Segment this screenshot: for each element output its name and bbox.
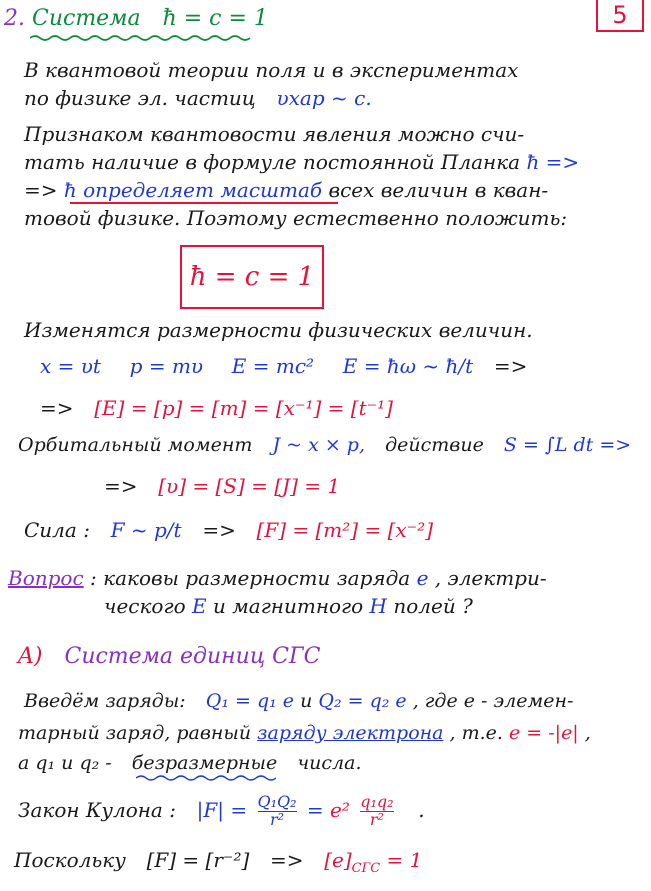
formula-p: p = mυ — [129, 354, 204, 378]
para-line-1: Признаком квантовости явления можно счи- — [24, 122, 525, 146]
electron-charge-text: заряду электрона — [257, 722, 444, 744]
charges-text: Введём заряды: — [24, 690, 186, 712]
orbital-text: Орбитальный момент — [18, 434, 253, 456]
question-label: Вопрос — [8, 566, 84, 590]
orbital-line — [18, 434, 631, 456]
implies-arrow: => — [104, 474, 138, 498]
heading-title: Система — [32, 6, 141, 31]
action-text: действие — [385, 434, 484, 456]
charges-text: и — [300, 690, 313, 712]
force-dims: [F] = [m²] = [x⁻²] — [256, 518, 434, 542]
dims-formulas — [40, 354, 527, 378]
force-magnitude: |F| = — [196, 797, 248, 822]
orbital-formula: J ~ x × p, — [272, 434, 365, 456]
charges-text: , т.е. — [449, 722, 503, 744]
coulomb-line — [18, 794, 425, 829]
section-a-title — [18, 644, 320, 669]
intro-text: по физике эл. частиц — [24, 86, 256, 110]
para-text: тать наличие в формуле постоянной Планка — [24, 150, 521, 174]
question-line-1 — [8, 566, 547, 590]
dims-result — [40, 396, 393, 420]
intro-line-1: В квантовой теории поля и в экспериментах — [24, 58, 519, 82]
charge-q2: Q₂ = q₂ e — [318, 690, 407, 712]
implies-arrow: => — [24, 178, 58, 202]
coulomb-label: Закон Кулона : — [18, 797, 176, 822]
fraction-denominator: r² — [369, 809, 384, 829]
e-squared: e² — [330, 797, 350, 822]
heading-number: 2. — [4, 6, 25, 31]
coulomb-fraction-1 — [258, 794, 297, 829]
question-text: ческого — [104, 594, 186, 618]
cgs-subscript: СГС — [351, 861, 381, 876]
dimensionless-result: [υ] = [S] = [J] = 1 — [158, 474, 341, 498]
charges-line-1 — [24, 690, 573, 712]
planck-defines-scale: ħ определяет масштаб — [63, 178, 323, 202]
heading-underline — [30, 34, 255, 42]
equals-sign: = — [306, 797, 324, 822]
charges-text: a q₁ и q₂ - — [18, 752, 112, 774]
period: . — [418, 797, 425, 822]
charges-text: числа. — [297, 752, 362, 774]
formula-e-omega: E = ħω ~ — [342, 354, 440, 378]
section-a-label: A) — [18, 644, 43, 669]
question-text: и магнитного — [212, 594, 364, 618]
force-dims-r: [F] = [r⁻²] — [146, 848, 250, 872]
equals-one: = 1 — [386, 848, 423, 872]
dims-title: Изменятся размерности физических величин. — [24, 318, 533, 342]
question-text: , электри- — [434, 566, 547, 590]
final-text: Поскольку — [14, 848, 126, 872]
formula-e-mass: E = mc² — [231, 354, 315, 378]
question-line-2 — [104, 594, 473, 618]
implies-arrow: => — [202, 518, 236, 542]
formula-h-over-t: ħ/t — [445, 354, 474, 378]
boxed-formula: ħ = c = 1 — [180, 245, 324, 309]
coulomb-fraction-2 — [360, 794, 393, 829]
intro-line-2 — [24, 86, 372, 110]
charges-text: , — [584, 722, 591, 744]
fraction-numerator: q₁q₂ — [360, 792, 394, 811]
charges-text: , где e - элемен- — [412, 690, 574, 712]
para-line-4: товой физике. Поэтому естественно положить: — [24, 206, 568, 230]
electron-charge-formula: e = -|e| — [509, 722, 579, 744]
heading-formula: ħ = c = 1 — [162, 6, 268, 31]
para-text: всех величин в кван- — [328, 178, 549, 202]
scale-underline — [70, 202, 338, 204]
force-line — [24, 518, 433, 542]
charges-line-2 — [18, 722, 591, 744]
fraction-denominator: r² — [270, 809, 285, 829]
final-line — [14, 848, 422, 876]
charge-dim: [e] — [324, 848, 352, 872]
formula-x: x = υt — [40, 354, 101, 378]
magnetic-field-symbol: H — [369, 594, 387, 618]
para-line-2 — [24, 150, 579, 174]
charges-text: тарный заряд, равный — [18, 722, 252, 744]
charges-line-3 — [18, 752, 362, 774]
dimensionless-underline — [136, 774, 276, 782]
implies-arrow: => — [493, 354, 528, 378]
planck-symbol: ħ => — [526, 150, 580, 174]
action-formula: S = ∫L dt => — [503, 434, 632, 456]
charge-symbol: e — [416, 566, 429, 590]
page-number: 5 — [596, 0, 644, 32]
implies-arrow: => — [269, 848, 304, 872]
heading — [4, 6, 268, 31]
dims-equality: [E] = [p] = [m] = [x⁻¹] = [t⁻¹] — [94, 396, 393, 420]
implies-arrow: => — [40, 396, 74, 420]
para-line-3 — [24, 178, 548, 202]
dimensionless-word: безразмерные — [131, 752, 278, 774]
force-label: Сила : — [24, 518, 90, 542]
orbital-result — [104, 474, 340, 498]
section-a-name: Система единиц СГС — [64, 644, 321, 669]
question-text: : каковы размерности заряда — [90, 566, 411, 590]
electric-field-symbol: E — [191, 594, 207, 618]
charge-q1: Q₁ = q₁ e — [205, 690, 295, 712]
question-text: полей ? — [393, 594, 473, 618]
force-formula: F ~ p/t — [110, 518, 182, 542]
intro-formula: υхар ~ c. — [276, 86, 372, 110]
fraction-numerator: Q₁Q₂ — [257, 792, 297, 811]
